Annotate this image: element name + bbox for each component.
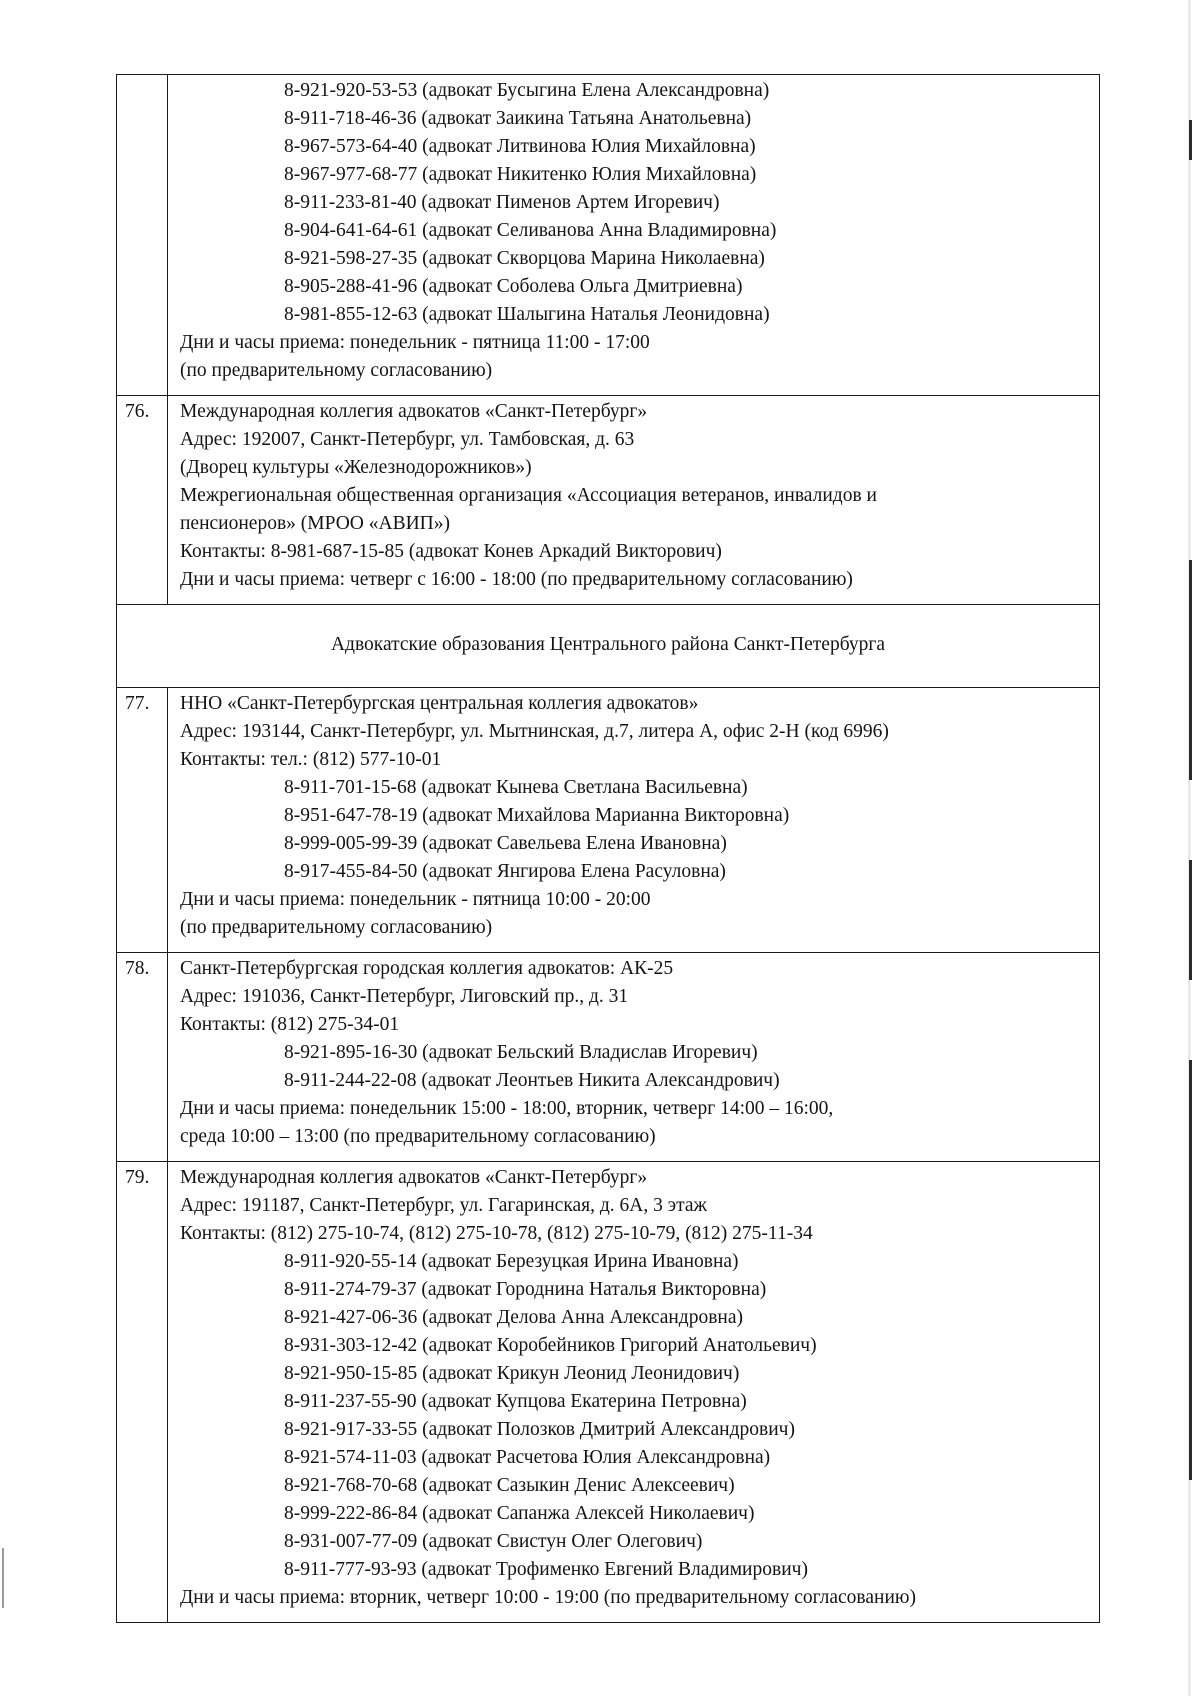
lawyer-contact-line: 8-981-855-12-63 (адвокат Шалыгина Наталья Леонидовна) xyxy=(284,304,770,325)
lawyer-contact-line: 8-921-574-11-03 (адвокат Расчетова Юлия Александровна) xyxy=(284,1447,771,1468)
scan-edge-mark xyxy=(1189,1060,1192,1480)
reception-hours-line: Дни и часы приема: понедельник - пятница 10:00 - 20:00 xyxy=(180,889,651,910)
entry-address-line: Адрес: 191036, Санкт-Петербург, Лиговский пр., д. 31 xyxy=(180,986,629,1007)
lawyer-contact-line: 8-931-007-77-09 (адвокат Свистун Олег Олегович) xyxy=(284,1531,703,1552)
entry-number: 76. xyxy=(117,396,168,605)
entry-row xyxy=(117,953,1100,1162)
entry-contacts: Контакты: 8-981-687-15-85 (адвокат Конев Аркадий Викторович) xyxy=(180,541,722,562)
reception-hours-line: среда 10:00 – 13:00 (по предварительному согласованию) xyxy=(180,1126,656,1147)
lawyer-contact-line: 8-911-920-55-14 (адвокат Березуцкая Ирина Ивановна) xyxy=(284,1251,739,1272)
entry-row xyxy=(117,75,1100,396)
entry-body xyxy=(168,688,1100,953)
lawyer-contact-line: 8-904-641-64-61 (адвокат Селиванова Анна Владимировна) xyxy=(284,220,777,241)
scan-edge-mark xyxy=(1189,860,1192,980)
lawyer-contact-line: 8-921-895-16-30 (адвокат Бельский Владислав Игоревич) xyxy=(284,1042,758,1063)
section-heading: Адвокатские образования Центрального района Санкт-Петербурга xyxy=(117,605,1100,688)
entry-contacts: Контакты: тел.: (812) 577-10-01 xyxy=(180,749,442,770)
reception-hours-line: (по предварительному согласованию) xyxy=(180,917,493,938)
lawyer-contact-line: 8-967-573-64-40 (адвокат Литвинова Юлия Михайловна) xyxy=(284,136,756,157)
entry-address-line: (Дворец культуры «Железнодорожников») xyxy=(180,457,532,478)
entry-address-line: Адрес: 191187, Санкт-Петербург, ул. Гагаринская, д. 6А, 3 этаж xyxy=(180,1195,708,1216)
reception-hours-line: Дни и часы приема: четверг с 16:00 - 18:00 (по предварительному согласованию) xyxy=(180,569,853,590)
entry-body xyxy=(168,396,1100,605)
entry-body xyxy=(168,1162,1100,1623)
lawyer-contact-line: 8-999-222-86-84 (адвокат Сапанжа Алексей Николаевич) xyxy=(284,1503,755,1524)
entry-row xyxy=(117,1162,1100,1623)
lawyer-contact-line: 8-967-977-68-77 (адвокат Никитенко Юлия Михайловна) xyxy=(284,164,757,185)
lawyer-contact-line: 8-911-233-81-40 (адвокат Пименов Артем Игоревич) xyxy=(284,192,720,213)
entry-body xyxy=(168,75,1100,396)
lawyer-contact-line: 8-999-005-99-39 (адвокат Савельева Елена Ивановна) xyxy=(284,833,727,854)
lawyer-contact-line: 8-931-303-12-42 (адвокат Коробейников Григорий Анатольевич) xyxy=(284,1335,817,1356)
lawyer-contact-line: 8-917-455-84-50 (адвокат Янгирова Елена Расуловна) xyxy=(284,861,726,882)
lawyer-contact-line: 8-921-950-15-85 (адвокат Крикун Леонид Леонидович) xyxy=(284,1363,740,1384)
lawyer-contact-line: 8-921-598-27-35 (адвокат Скворцова Марина Николаевна) xyxy=(284,248,765,269)
lawyer-contact-line: 8-911-274-79-37 (адвокат Городнина Наталья Викторовна) xyxy=(284,1279,767,1300)
lawyer-contact-line: 8-911-718-46-36 (адвокат Заикина Татьяна Анатольевна) xyxy=(284,108,752,129)
entry-address-line: пенсионеров» (МРОО «АВИП») xyxy=(180,513,450,534)
entry-contacts: Контакты: (812) 275-34-01 xyxy=(180,1014,400,1035)
entry-number xyxy=(117,75,168,396)
lawyer-contact-line: 8-911-701-15-68 (адвокат Кынева Светлана Васильевна) xyxy=(284,777,748,798)
entry-title: Санкт-Петербургская городская коллегия адвокатов: АК-25 xyxy=(180,958,674,979)
scan-edge-left xyxy=(2,1548,4,1608)
reception-hours-line: Дни и часы приема: понедельник - пятница 11:00 - 17:00 xyxy=(180,332,650,353)
entry-number: 79. xyxy=(117,1162,168,1623)
reception-hours-line: Дни и часы приема: вторник, четверг 10:00 - 19:00 (по предварительному согласованию) xyxy=(180,1587,916,1608)
entry-title: Международная коллегия адвокатов «Санкт-Петербург» xyxy=(180,401,648,422)
reception-hours-line: Дни и часы приема: понедельник 15:00 - 18:00, вторник, четверг 14:00 – 16:00, xyxy=(180,1098,834,1119)
entry-row xyxy=(117,396,1100,605)
lawyers-directory-table xyxy=(116,74,1100,1623)
entry-address-line: Межрегиональная общественная организация «Ассоциация ветеранов, инвалидов и xyxy=(180,485,877,506)
lawyer-contact-line: 8-921-427-06-36 (адвокат Делова Анна Александровна) xyxy=(284,1307,744,1328)
lawyer-contact-line: 8-911-237-55-90 (адвокат Купцова Екатерина Петровна) xyxy=(284,1391,747,1412)
reception-hours-line: (по предварительному согласованию) xyxy=(180,360,493,381)
entry-number: 78. xyxy=(117,953,168,1162)
entry-body xyxy=(168,953,1100,1162)
lawyer-contact-line: 8-911-244-22-08 (адвокат Леонтьев Никита Александрович) xyxy=(284,1070,780,1091)
lawyer-contact-line: 8-921-917-33-55 (адвокат Полозков Дмитрий Александрович) xyxy=(284,1419,795,1440)
lawyer-contact-line: 8-921-768-70-68 (адвокат Сазыкин Денис Алексеевич) xyxy=(284,1475,735,1496)
section-row xyxy=(117,605,1100,688)
scan-edge-mark xyxy=(1189,560,1192,780)
entry-title: ННО «Санкт-Петербургская центральная коллегия адвокатов» xyxy=(180,693,699,714)
entry-title: Международная коллегия адвокатов «Санкт-Петербург» xyxy=(180,1167,648,1188)
entry-contacts: Контакты: (812) 275-10-74, (812) 275-10-78, (812) 275-10-79, (812) 275-11-34 xyxy=(180,1223,813,1244)
lawyer-contact-line: 8-905-288-41-96 (адвокат Соболева Ольга Дмитриевна) xyxy=(284,276,743,297)
entry-number: 77. xyxy=(117,688,168,953)
lawyer-contact-line: 8-921-920-53-53 (адвокат Бусыгина Елена Александровна) xyxy=(284,80,770,101)
entry-address-line: Адрес: 193144, Санкт-Петербург, ул. Мытнинская, д.7, литера А, офис 2-Н (код 6996) xyxy=(180,721,889,742)
entry-row xyxy=(117,688,1100,953)
scan-edge-mark xyxy=(1189,120,1192,160)
lawyer-contact-line: 8-911-777-93-93 (адвокат Трофименко Евгений Владимирович) xyxy=(284,1559,808,1580)
lawyer-contact-line: 8-951-647-78-19 (адвокат Михайлова Марианна Викторовна) xyxy=(284,805,790,826)
entry-address-line: Адрес: 192007, Санкт-Петербург, ул. Тамбовская, д. 63 xyxy=(180,429,635,450)
